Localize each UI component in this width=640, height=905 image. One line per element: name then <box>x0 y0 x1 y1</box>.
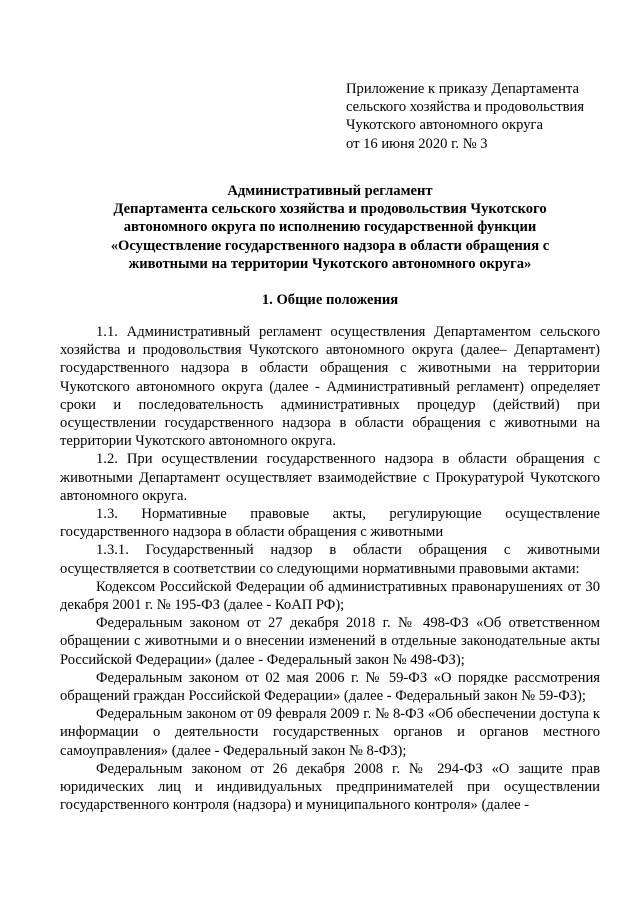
title-line: животными на территории Чукотского автономного округа» <box>128 255 532 272</box>
title-line: Административный регламент <box>227 183 433 199</box>
document-body <box>60 323 600 814</box>
paragraph: 1.3.1. Государственный надзор в области обращения с животными осуществляется в соответствии со следующими нормативными правовыми актами: <box>60 542 600 577</box>
paragraph: 1.2. При осуществлении государственного надзора в области обращения с животными Департамент осуществляет взаимодействие с Прокуратурой Чукотского автономного округа. <box>60 451 600 504</box>
appendix-line: Чукотского автономного округа <box>346 117 543 134</box>
title-line: автономного округа по исполнению государственной функции <box>123 219 537 236</box>
document-title <box>60 182 600 273</box>
paragraph: Федеральным законом от 09 февраля 2009 г. № 8-ФЗ «Об обеспечении доступа к информации о деятельности государственных органов и органов местного самоуправления» (далее - Федеральный закон № 8-ФЗ); <box>60 706 600 759</box>
title-line: Департамента сельского хозяйства и продовольствия Чукотского <box>113 201 547 218</box>
appendix-note <box>346 80 616 153</box>
section-heading: 1. Общие положения <box>261 292 399 308</box>
appendix-line: Приложение к приказу Департамента <box>346 81 579 97</box>
paragraph: 1.1. Административный регламент осуществления Департаментом сельского хозяйства и продовольствия Чукотского автономного округа (далее– Департамент) государственного надзора в области обращения с животными на территории Чукотского автономного округа (далее - Административный регламент) определяет сроки и последовательность административных процедур (действий) при осуществлении государственного надзора в области обращения с животными на территории Чукотского автономного округа. <box>60 324 600 450</box>
paragraph: 1.3. Нормативные правовые акты, регулирующие осуществление государственного надзора в области обращения с животными <box>60 506 600 541</box>
paragraph: Федеральным законом от 27 декабря 2018 г. № 498-ФЗ «Об ответственном обращении с животными и о внесении изменений в отдельные законодательные акты Российской Федерации» (далее - Федеральный закон № 498-ФЗ); <box>60 615 600 668</box>
paragraph: Федеральным законом от 26 декабря 2008 г. № 294-ФЗ «О защите прав юридических лиц и индивидуальных предпринимателей при осуществлении государственного контроля (надзора) и муниципального контроля» (далее - <box>60 760 600 814</box>
appendix-line: от 16 июня 2020 г. № 3 <box>346 135 488 152</box>
paragraph: Кодексом Российской Федерации об административных правонарушениях от 30 декабря 2001 г. № 195-ФЗ (далее - КоАП РФ); <box>60 578 600 614</box>
paragraph: Федеральным законом от 02 мая 2006 г. № 59-ФЗ «О порядке рассмотрения обращений граждан Российской Федерации» (далее - Федеральный закон № 59-ФЗ); <box>60 669 600 705</box>
title-line: «Осуществление государственного надзора в области обращения с <box>110 237 550 254</box>
appendix-line: сельского хозяйства и продовольствия <box>346 99 585 116</box>
